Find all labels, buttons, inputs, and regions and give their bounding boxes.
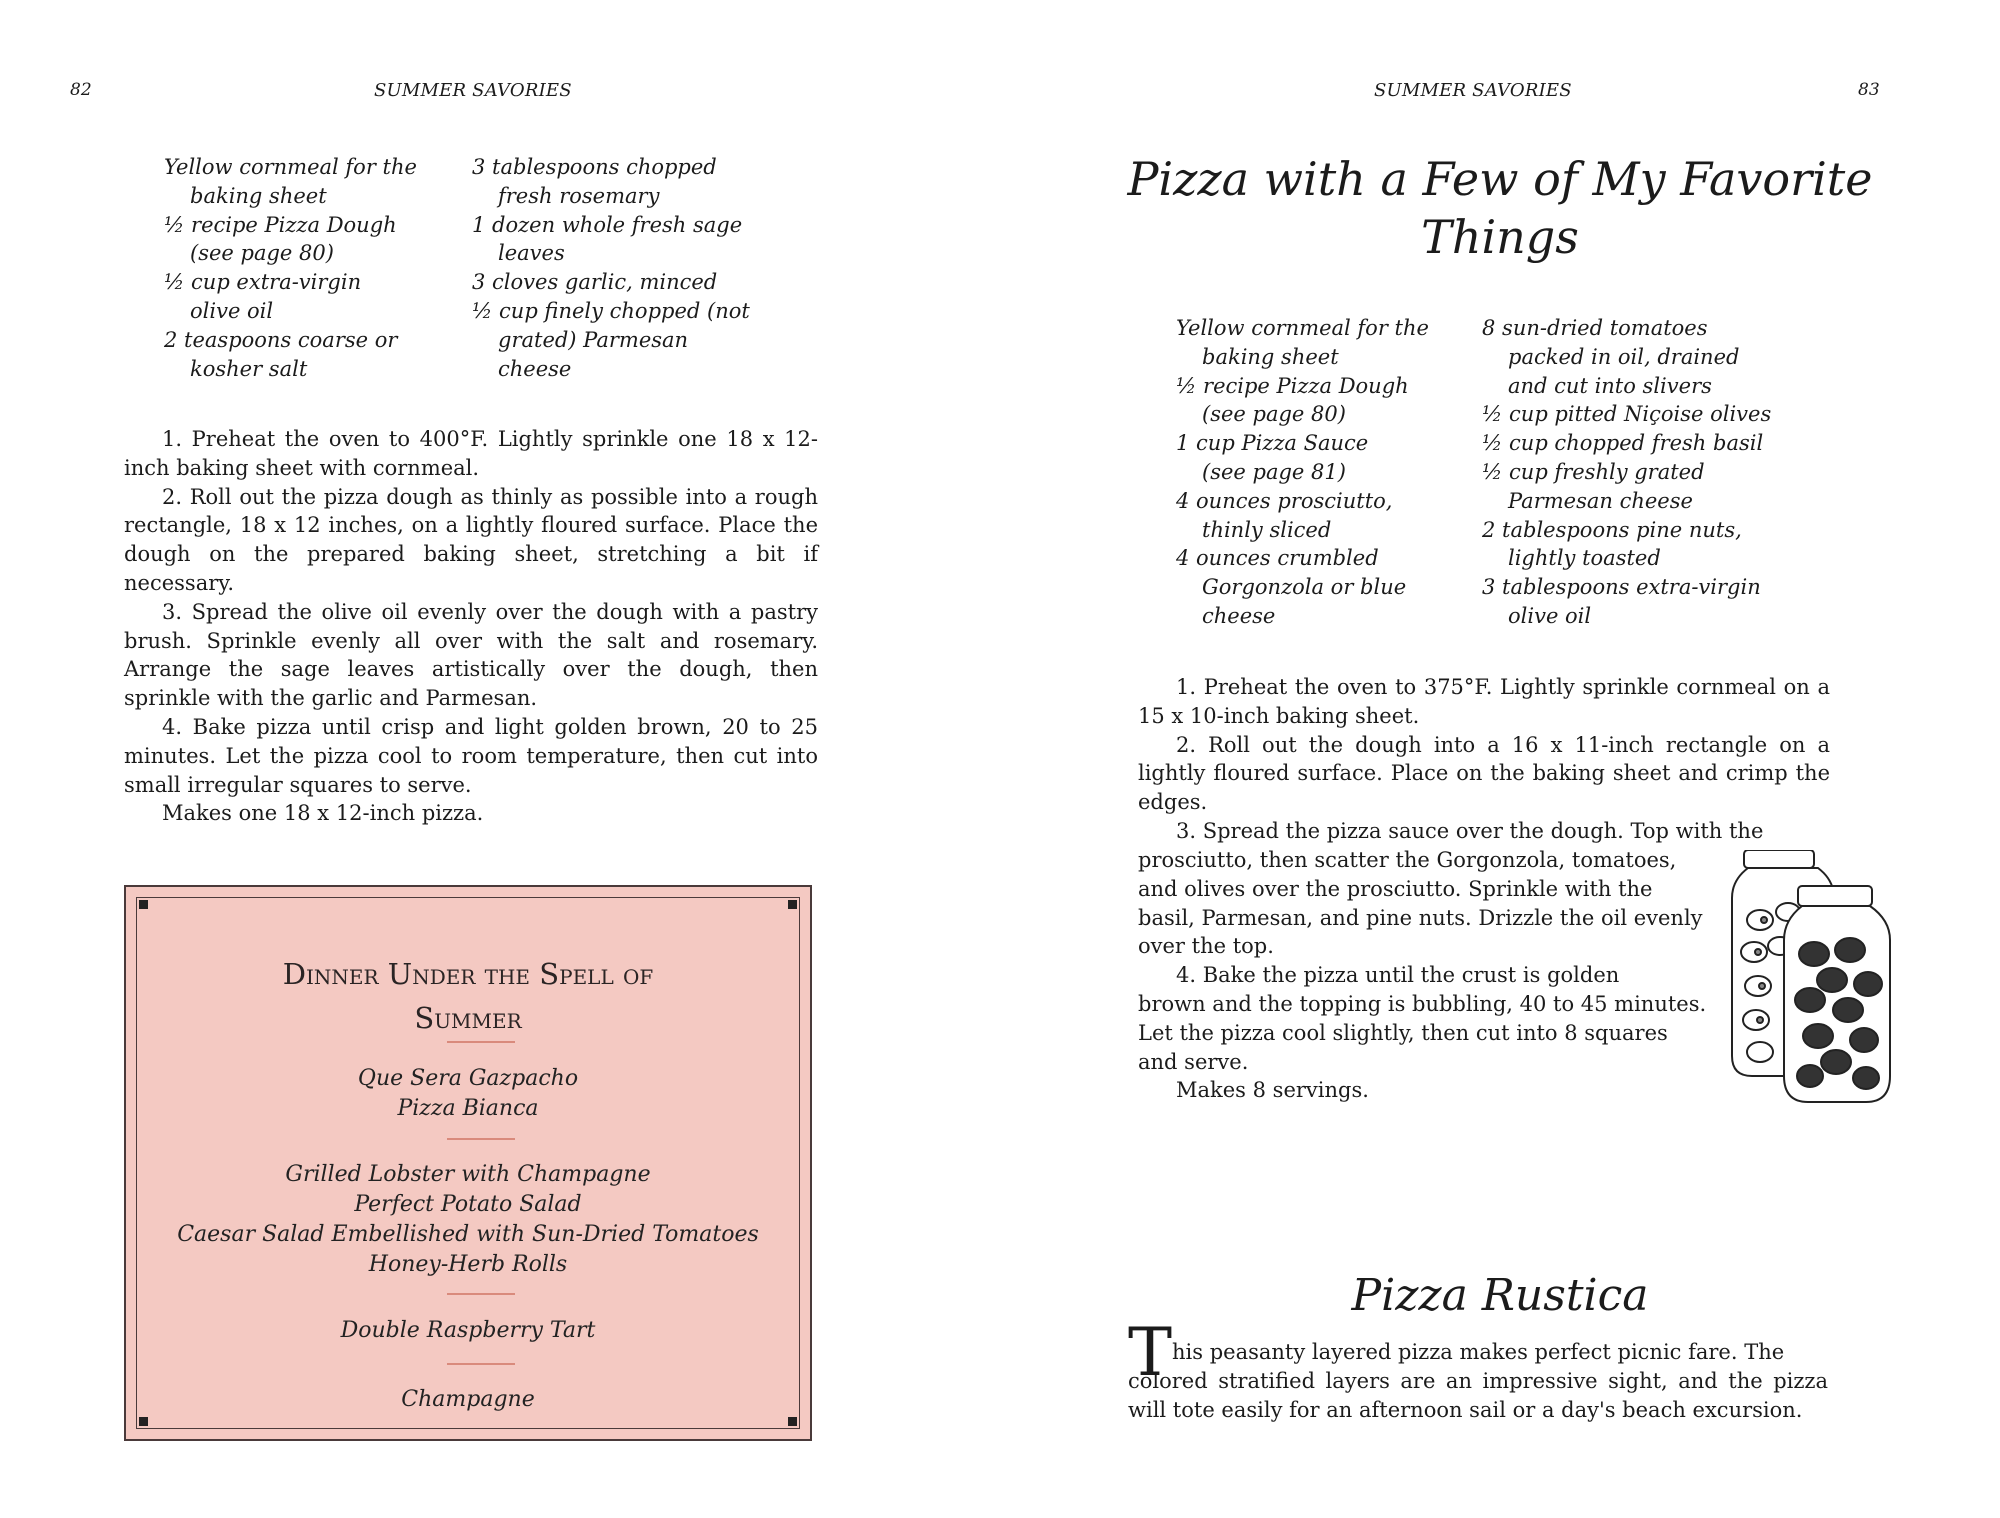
- menu-item: Pizza Bianca: [397, 1096, 539, 1121]
- corner-ornament: [788, 900, 797, 909]
- method-step: 1. Preheat the oven to 400°F. Lightly sprinkle one 18 x 12-inch baking sheet with cornmeal.: [124, 427, 818, 480]
- method: [124, 425, 818, 828]
- ingredient-line: Gorgonzola or blue: [1202, 575, 1407, 600]
- menu-item: Grilled Lobster with Champagne: [285, 1162, 651, 1187]
- running-head: SUMMER SAVORIES: [374, 80, 572, 101]
- menu-divider: [447, 1138, 515, 1140]
- ingredient-line: baking sheet: [190, 183, 327, 208]
- ingredient-line: 3 cloves garlic, minced: [472, 270, 718, 295]
- method-line: and serve.: [1138, 1049, 1249, 1074]
- method: [1138, 673, 1830, 846]
- ingredient-line: Yellow cornmeal for the: [1176, 316, 1429, 340]
- method-line: brown and the topping is bubbling, 40 to 45 minutes.: [1138, 991, 1707, 1016]
- intro-paragraph: [1128, 1338, 1828, 1425]
- method-line: basil, Parmesan, and pine nuts. Drizzle the oil evenly: [1138, 905, 1703, 930]
- intro-first-line: his peasanty layered pizza makes perfect picnic fare. The: [1172, 1340, 1785, 1364]
- intro-rest: colored stratified layers are an impressive sight, and the pizza will tote easily for an afternoon sail or a day's beach excursion.: [1128, 1369, 1828, 1422]
- ingredient-line: 1 cup Pizza Sauce: [1176, 431, 1369, 456]
- ingredient-line: ½ cup extra-virgin: [164, 270, 362, 295]
- method-step: 3. Spread the olive oil evenly over the dough with a pastry brush. Sprinkle evenly all over with the salt and rosemary. Arrange the sage leaves artistically over the dough, then sprinkle with the garlic and Parmesan.: [124, 599, 818, 711]
- method-line: over the top.: [1138, 934, 1274, 959]
- ingredient-line: ½ cup pitted Niçoise olives: [1482, 402, 1772, 427]
- menu-course: [137, 1064, 799, 1124]
- menu-item: Caesar Salad Embellished with Sun-Dried Tomatoes: [177, 1222, 759, 1247]
- method-step: 1. Preheat the oven to 375°F. Lightly sprinkle cornmeal on a 15 x 10-inch baking sheet.: [1138, 675, 1830, 728]
- ingredient-line: cheese: [498, 356, 572, 381]
- ingredients-column-2: [1482, 314, 1812, 631]
- recipe-title: [1000, 150, 2000, 266]
- corner-ornament: [788, 1417, 797, 1426]
- ingredient-line: Yellow cornmeal for the: [164, 155, 417, 179]
- menu-item: Double Raspberry Tart: [340, 1318, 596, 1343]
- menu-title-line: Summer: [414, 1001, 522, 1035]
- yield-line: Makes one 18 x 12-inch pizza.: [162, 801, 484, 826]
- ingredient-line: ½ recipe Pizza Dough: [1176, 373, 1409, 398]
- recipe-title-2: Pizza Rustica: [1351, 1270, 1649, 1321]
- menu-inner-border: [136, 897, 800, 1429]
- ingredients-column-2: [472, 153, 802, 383]
- ingredients-column-1: [164, 153, 464, 383]
- ingredient-line: (see page 80): [190, 241, 334, 266]
- recipe-title-line: Things: [1421, 210, 1579, 264]
- olive-jars-illustration: [1718, 850, 1898, 1105]
- method-wrapped: [1138, 846, 1718, 1105]
- menu-box: [124, 885, 812, 1441]
- ingredient-line: 4 ounces prosciutto,: [1176, 488, 1393, 513]
- method-line: Let the pizza cool slightly, then cut into 8 squares: [1138, 1020, 1668, 1045]
- menu-item: Champagne: [401, 1387, 535, 1412]
- menu-item: Que Sera Gazpacho: [357, 1066, 579, 1091]
- ingredient-line: ½ cup finely chopped (not: [472, 298, 750, 323]
- ingredient-line: (see page 80): [1202, 402, 1346, 427]
- ingredient-line: 8 sun-dried tomatoes: [1482, 316, 1708, 340]
- method-step: 4. Bake pizza until crisp and light golden brown, 20 to 25 minutes. Let the pizza cool to room temperature, then cut into small irregular squares to serve.: [124, 714, 818, 797]
- ingredient-line: 2 teaspoons coarse or: [164, 327, 398, 352]
- menu-title-line: Dinner Under the Spell of: [282, 957, 654, 991]
- ingredients-column-1: [1176, 314, 1476, 631]
- ingredient-line: ½ cup chopped fresh basil: [1482, 431, 1764, 456]
- menu-item: Perfect Potato Salad: [354, 1192, 582, 1217]
- ingredient-line: Parmesan cheese: [1508, 488, 1693, 513]
- ingredient-line: grated) Parmesan: [498, 327, 689, 352]
- ingredient-line: and cut into slivers: [1508, 373, 1712, 398]
- method-step: 2. Roll out the pizza dough as thinly as possible into a rough rectangle, 18 x 12 inches, on a lightly floured surface. Place the dough on the prepared baking sheet, stretching a bit if necessary.: [124, 484, 818, 595]
- menu-course: [137, 1316, 799, 1346]
- ingredient-line: olive oil: [1508, 603, 1592, 628]
- method-line: prosciutto, then scatter the Gorgonzola, tomatoes,: [1138, 848, 1677, 872]
- menu-title: [137, 952, 799, 1040]
- method-step: 2. Roll out the dough into a 16 x 11-inch rectangle on a lightly floured surface. Place on the baking sheet and crimp the edges.: [1138, 732, 1830, 815]
- ingredient-line: fresh rosemary: [498, 183, 660, 208]
- ingredient-line: kosher salt: [190, 356, 308, 381]
- ingredient-line: thinly sliced: [1202, 517, 1332, 542]
- running-head: SUMMER SAVORIES: [1374, 80, 1572, 101]
- ingredient-line: olive oil: [190, 298, 274, 323]
- method-line: and olives over the prosciutto. Sprinkle with the: [1138, 876, 1653, 901]
- page-number: 83: [1858, 80, 1880, 100]
- menu-divider: [447, 1363, 515, 1365]
- ingredient-line: 1 dozen whole fresh sage: [472, 212, 743, 237]
- ingredient-line: ½ cup freshly grated: [1482, 459, 1705, 484]
- menu-course: [137, 1160, 799, 1280]
- ingredient-line: 2 tablespoons pine nuts,: [1482, 517, 1742, 542]
- recipe-title-line: Pizza with a Few of My Favorite: [1127, 152, 1873, 206]
- ingredient-line: cheese: [1202, 603, 1276, 628]
- ingredient-line: 3 tablespoons chopped: [472, 155, 717, 179]
- ingredient-line: 4 ounces crumbled: [1176, 546, 1379, 571]
- menu-divider: [447, 1041, 515, 1043]
- ingredient-line: packed in oil, drained: [1508, 344, 1740, 369]
- ingredient-line: (see page 81): [1202, 459, 1346, 484]
- right-page: [1000, 0, 2000, 1518]
- menu-item: Honey-Herb Rolls: [368, 1252, 568, 1277]
- page-number: 82: [70, 80, 92, 100]
- corner-ornament: [139, 1417, 148, 1426]
- ingredient-line: ½ recipe Pizza Dough: [164, 212, 397, 237]
- corner-ornament: [139, 900, 148, 909]
- method-line: Makes 8 servings.: [1176, 1078, 1369, 1103]
- ingredient-line: lightly toasted: [1508, 546, 1661, 571]
- drop-cap: T: [1128, 1314, 1173, 1391]
- ingredient-line: 3 tablespoons extra-virgin: [1482, 575, 1761, 600]
- menu-course: [137, 1385, 799, 1415]
- method-step: 3. Spread the pizza sauce over the dough. Top with the: [1176, 818, 1764, 843]
- menu-divider: [447, 1293, 515, 1295]
- ingredient-line: baking sheet: [1202, 344, 1339, 369]
- method-line: 4. Bake the pizza until the crust is golden: [1176, 963, 1620, 988]
- ingredient-line: leaves: [498, 241, 565, 266]
